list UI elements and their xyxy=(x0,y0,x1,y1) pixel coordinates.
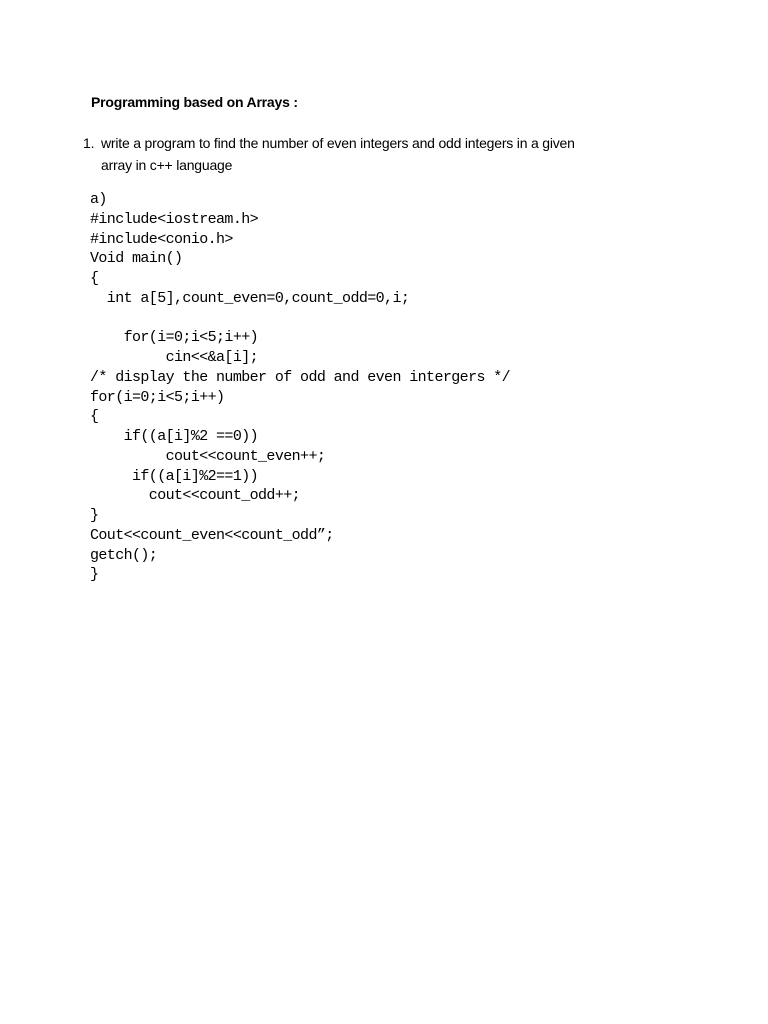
code-line: a) xyxy=(90,191,107,208)
code-line: } xyxy=(90,507,99,524)
code-block xyxy=(90,190,510,585)
section-heading: Programming based on Arrays : xyxy=(91,94,298,110)
question-number: 1. xyxy=(83,135,95,151)
code-line: cout<<count_even++; xyxy=(90,447,326,465)
code-line: } xyxy=(90,566,99,584)
code-comment-line: /* display the number of odd and even intergers */ xyxy=(90,368,511,386)
code-line-blank xyxy=(90,309,510,329)
code-line: for(i=0;i<5;i++) xyxy=(90,388,225,406)
code-line: cin<<&a[i]; xyxy=(90,349,259,366)
code-line: cout<<count_odd++; xyxy=(90,487,301,505)
question-text-line-1: write a program to find the number of even integers and odd integers in a given xyxy=(101,135,575,151)
code-line: int a[5],count_even=0,count_odd=0,i; xyxy=(90,289,410,307)
code-line: { xyxy=(90,270,99,287)
question-text-line-2: array in c++ language xyxy=(101,157,233,173)
code-line: { xyxy=(90,408,99,426)
code-line: #include<iostream.h> xyxy=(90,210,259,228)
code-line: getch(); xyxy=(90,546,158,564)
code-line: Cout<<count_even<<count_odd”; xyxy=(90,526,334,544)
question-text xyxy=(101,132,681,176)
code-line: if((a[i]%2==1)) xyxy=(90,467,259,485)
code-line: for(i=0;i<5;i++) xyxy=(90,329,259,347)
code-line: Void main() xyxy=(90,250,183,268)
code-line: #include<conio.h> xyxy=(90,230,233,248)
code-line: if((a[i]%2 ==0)) xyxy=(90,428,259,445)
